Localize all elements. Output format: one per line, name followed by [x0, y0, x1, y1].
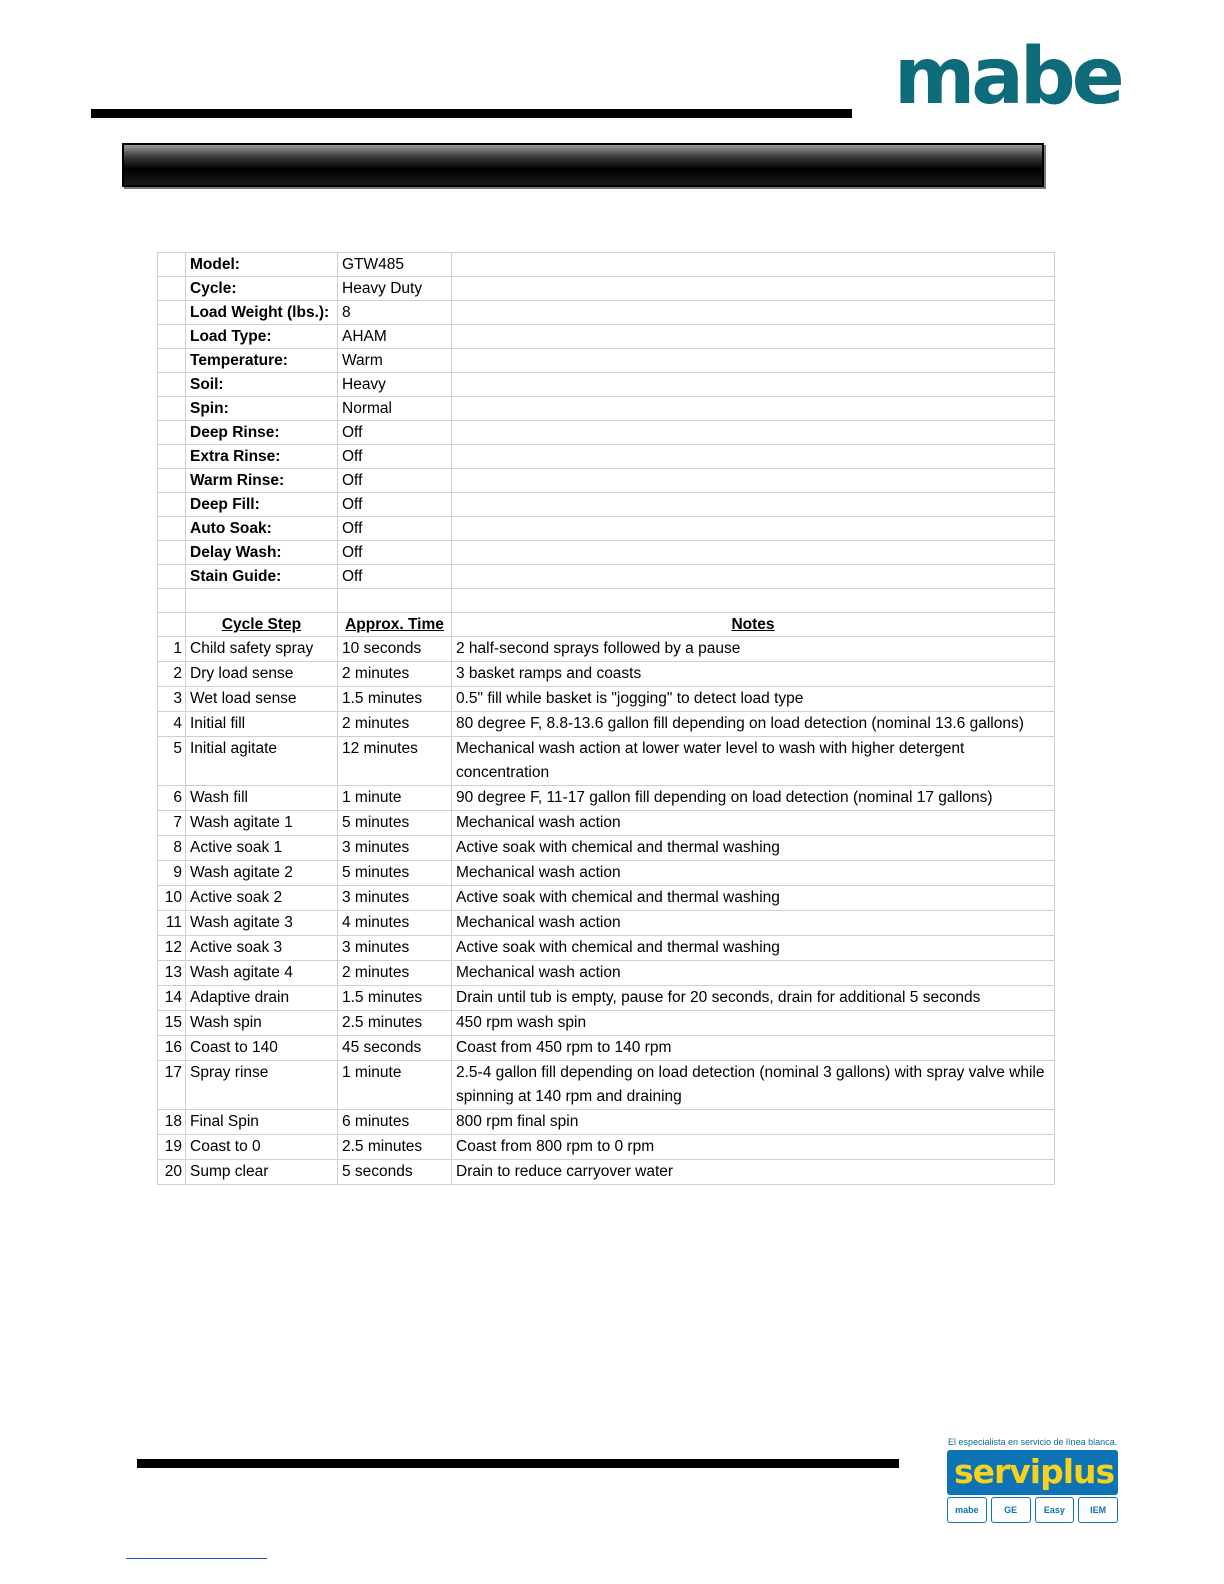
step-row: [158, 712, 1055, 737]
step-time: 2 minutes: [338, 662, 452, 687]
row-index-cell: [158, 421, 186, 445]
row-index-cell: [158, 541, 186, 565]
step-row: [158, 911, 1055, 936]
row-index-cell: [158, 349, 186, 373]
step-number: 15: [158, 1011, 186, 1036]
step-time: 1.5 minutes: [338, 687, 452, 712]
row-index-cell: [158, 253, 186, 277]
spec-label: Warm Rinse:: [186, 469, 338, 493]
step-time: 2 minutes: [338, 961, 452, 986]
row-index-cell: [158, 277, 186, 301]
step-notes: 0.5" fill while basket is "jogging" to detect load type: [452, 687, 1055, 712]
brand-badges: [947, 1497, 1118, 1523]
step-row: [158, 936, 1055, 961]
step-row: [158, 637, 1055, 662]
step-notes: 450 rpm wash spin: [452, 1011, 1055, 1036]
spec-value: Off: [338, 517, 452, 541]
steps-header-row: [158, 613, 1055, 637]
step-row: [158, 1110, 1055, 1135]
step-name: Final Spin: [186, 1110, 338, 1135]
step-time: 5 minutes: [338, 811, 452, 836]
spec-empty-cell: [452, 325, 1055, 349]
serviplus-tagline: El especialista en servicio de línea blanca.: [948, 1437, 1118, 1447]
spec-empty-cell: [452, 301, 1055, 325]
step-number: 14: [158, 986, 186, 1011]
row-index-cell: [158, 373, 186, 397]
step-time: 3 minutes: [338, 936, 452, 961]
spec-empty-cell: [452, 445, 1055, 469]
step-time: 10 seconds: [338, 637, 452, 662]
spec-value: Off: [338, 493, 452, 517]
spec-row: [158, 541, 1055, 565]
step-notes: Active soak with chemical and thermal washing: [452, 886, 1055, 911]
brand-badge: IEM: [1078, 1497, 1118, 1523]
step-row: [158, 1061, 1055, 1110]
step-name: Spray rinse: [186, 1061, 338, 1110]
spacer-cell: [158, 589, 186, 613]
step-number: 4: [158, 712, 186, 737]
step-name: Coast to 140: [186, 1036, 338, 1061]
spec-row: [158, 493, 1055, 517]
row-index-cell: [158, 517, 186, 541]
row-index-cell: [158, 325, 186, 349]
header-approx-time: Approx. Time: [338, 613, 452, 637]
step-name: Active soak 2: [186, 886, 338, 911]
step-time: 2.5 minutes: [338, 1011, 452, 1036]
step-name: Sump clear: [186, 1160, 338, 1185]
step-number: 1: [158, 637, 186, 662]
step-name: Child safety spray: [186, 637, 338, 662]
step-row: [158, 811, 1055, 836]
spec-label: Load Type:: [186, 325, 338, 349]
step-time: 45 seconds: [338, 1036, 452, 1061]
top-rule: [91, 109, 852, 118]
mabe-logo: mabe: [894, 32, 1121, 122]
step-number: 17: [158, 1061, 186, 1110]
spec-empty-cell: [452, 469, 1055, 493]
step-row: [158, 986, 1055, 1011]
spec-row: [158, 565, 1055, 589]
spec-row: [158, 277, 1055, 301]
row-index-cell: [158, 493, 186, 517]
step-name: Initial fill: [186, 712, 338, 737]
spec-empty-cell: [452, 349, 1055, 373]
step-row: [158, 961, 1055, 986]
step-time: 5 minutes: [338, 861, 452, 886]
spec-label: Load Weight (lbs.):: [186, 301, 338, 325]
spec-empty-cell: [452, 253, 1055, 277]
spec-value: Off: [338, 469, 452, 493]
spec-row: [158, 445, 1055, 469]
step-name: Coast to 0: [186, 1135, 338, 1160]
bottom-rule: [137, 1459, 899, 1468]
step-row: [158, 1135, 1055, 1160]
spacer-row: [158, 589, 1055, 613]
step-number: 12: [158, 936, 186, 961]
step-number: 6: [158, 786, 186, 811]
step-notes: Coast from 800 rpm to 0 rpm: [452, 1135, 1055, 1160]
step-time: 1 minute: [338, 1061, 452, 1110]
spec-value: Off: [338, 565, 452, 589]
step-row: [158, 662, 1055, 687]
step-time: 6 minutes: [338, 1110, 452, 1135]
step-notes: Mechanical wash action: [452, 811, 1055, 836]
spec-value: 8: [338, 301, 452, 325]
step-notes: Coast from 450 rpm to 140 rpm: [452, 1036, 1055, 1061]
spec-row: [158, 349, 1055, 373]
step-notes: Mechanical wash action: [452, 961, 1055, 986]
step-number: 10: [158, 886, 186, 911]
step-number: 7: [158, 811, 186, 836]
step-name: Wash agitate 2: [186, 861, 338, 886]
spacer-cell: [452, 589, 1055, 613]
step-number: 19: [158, 1135, 186, 1160]
spec-label: Auto Soak:: [186, 517, 338, 541]
spec-value: Normal: [338, 397, 452, 421]
spec-empty-cell: [452, 277, 1055, 301]
step-number: 16: [158, 1036, 186, 1061]
spec-value: Heavy: [338, 373, 452, 397]
spec-value: Warm: [338, 349, 452, 373]
spec-label: Cycle:: [186, 277, 338, 301]
header-cycle-step: Cycle Step: [186, 613, 338, 637]
spec-row: [158, 517, 1055, 541]
row-index-cell: [158, 301, 186, 325]
step-number: 9: [158, 861, 186, 886]
step-number: 18: [158, 1110, 186, 1135]
step-notes: 2.5-4 gallon fill depending on load detection (nominal 3 gallons) with spray valve while spinning at 140 rpm and draining: [452, 1061, 1055, 1110]
spec-empty-cell: [452, 517, 1055, 541]
step-name: Wash agitate 1: [186, 811, 338, 836]
spec-value: Off: [338, 541, 452, 565]
spec-label: Extra Rinse:: [186, 445, 338, 469]
spec-row: [158, 325, 1055, 349]
spec-label: Deep Rinse:: [186, 421, 338, 445]
header-index-cell: [158, 613, 186, 637]
step-notes: 2 half-second sprays followed by a pause: [452, 637, 1055, 662]
spec-empty-cell: [452, 397, 1055, 421]
spec-label: Stain Guide:: [186, 565, 338, 589]
step-name: Wash agitate 3: [186, 911, 338, 936]
step-name: Adaptive drain: [186, 986, 338, 1011]
step-name: Dry load sense: [186, 662, 338, 687]
step-row: [158, 1160, 1055, 1185]
step-notes: Drain to reduce carryover water: [452, 1160, 1055, 1185]
cycle-table: [157, 252, 1055, 1185]
footer-link[interactable]: [126, 1558, 267, 1559]
step-number: 5: [158, 737, 186, 786]
step-notes: Mechanical wash action: [452, 861, 1055, 886]
spec-empty-cell: [452, 565, 1055, 589]
spec-label: Spin:: [186, 397, 338, 421]
spec-label: Deep Fill:: [186, 493, 338, 517]
spec-empty-cell: [452, 493, 1055, 517]
step-name: Wash agitate 4: [186, 961, 338, 986]
step-row: [158, 737, 1055, 786]
spec-row: [158, 301, 1055, 325]
spec-row: [158, 421, 1055, 445]
spec-empty-cell: [452, 541, 1055, 565]
step-row: [158, 861, 1055, 886]
step-time: 1 minute: [338, 786, 452, 811]
step-row: [158, 886, 1055, 911]
step-time: 3 minutes: [338, 836, 452, 861]
brand-badge: GE: [991, 1497, 1031, 1523]
spec-label: Model:: [186, 253, 338, 277]
step-notes: 3 basket ramps and coasts: [452, 662, 1055, 687]
spec-row: [158, 397, 1055, 421]
step-name: Wash spin: [186, 1011, 338, 1036]
spec-row: [158, 253, 1055, 277]
step-number: 13: [158, 961, 186, 986]
brand-badge: mabe: [947, 1497, 987, 1523]
step-name: Wet load sense: [186, 687, 338, 712]
step-notes: Active soak with chemical and thermal washing: [452, 936, 1055, 961]
spec-label: Delay Wash:: [186, 541, 338, 565]
spec-label: Soil:: [186, 373, 338, 397]
spacer-cell: [186, 589, 338, 613]
header-notes: Notes: [452, 613, 1055, 637]
step-name: Active soak 3: [186, 936, 338, 961]
spec-row: [158, 373, 1055, 397]
step-time: 4 minutes: [338, 911, 452, 936]
spacer-cell: [338, 589, 452, 613]
step-notes: Drain until tub is empty, pause for 20 seconds, drain for additional 5 seconds: [452, 986, 1055, 1011]
step-time: 12 minutes: [338, 737, 452, 786]
spec-row: [158, 469, 1055, 493]
step-row: [158, 836, 1055, 861]
step-number: 3: [158, 687, 186, 712]
row-index-cell: [158, 397, 186, 421]
brand-badge: Easy: [1035, 1497, 1075, 1523]
step-row: [158, 1036, 1055, 1061]
step-notes: Mechanical wash action: [452, 911, 1055, 936]
step-number: 8: [158, 836, 186, 861]
step-time: 2 minutes: [338, 712, 452, 737]
step-number: 11: [158, 911, 186, 936]
step-row: [158, 1011, 1055, 1036]
spec-value: Heavy Duty: [338, 277, 452, 301]
title-bar: [122, 143, 1044, 187]
step-notes: Active soak with chemical and thermal washing: [452, 836, 1055, 861]
row-index-cell: [158, 565, 186, 589]
step-row: [158, 687, 1055, 712]
spec-value: Off: [338, 445, 452, 469]
step-notes: 90 degree F, 11-17 gallon fill depending on load detection (nominal 17 gallons): [452, 786, 1055, 811]
step-time: 1.5 minutes: [338, 986, 452, 1011]
step-row: [158, 786, 1055, 811]
row-index-cell: [158, 469, 186, 493]
spec-value: AHAM: [338, 325, 452, 349]
step-notes: 80 degree F, 8.8-13.6 gallon fill depending on load detection (nominal 13.6 gallons): [452, 712, 1055, 737]
spec-value: Off: [338, 421, 452, 445]
row-index-cell: [158, 445, 186, 469]
step-notes: Mechanical wash action at lower water level to wash with higher detergent concentration: [452, 737, 1055, 786]
step-notes: 800 rpm final spin: [452, 1110, 1055, 1135]
serviplus-logo: serviplus: [954, 1452, 1115, 1491]
step-number: 20: [158, 1160, 186, 1185]
step-time: 5 seconds: [338, 1160, 452, 1185]
spec-empty-cell: [452, 373, 1055, 397]
spec-label: Temperature:: [186, 349, 338, 373]
step-name: Initial agitate: [186, 737, 338, 786]
step-number: 2: [158, 662, 186, 687]
spec-empty-cell: [452, 421, 1055, 445]
spec-value: GTW485: [338, 253, 452, 277]
step-name: Active soak 1: [186, 836, 338, 861]
step-name: Wash fill: [186, 786, 338, 811]
step-time: 2.5 minutes: [338, 1135, 452, 1160]
step-time: 3 minutes: [338, 886, 452, 911]
